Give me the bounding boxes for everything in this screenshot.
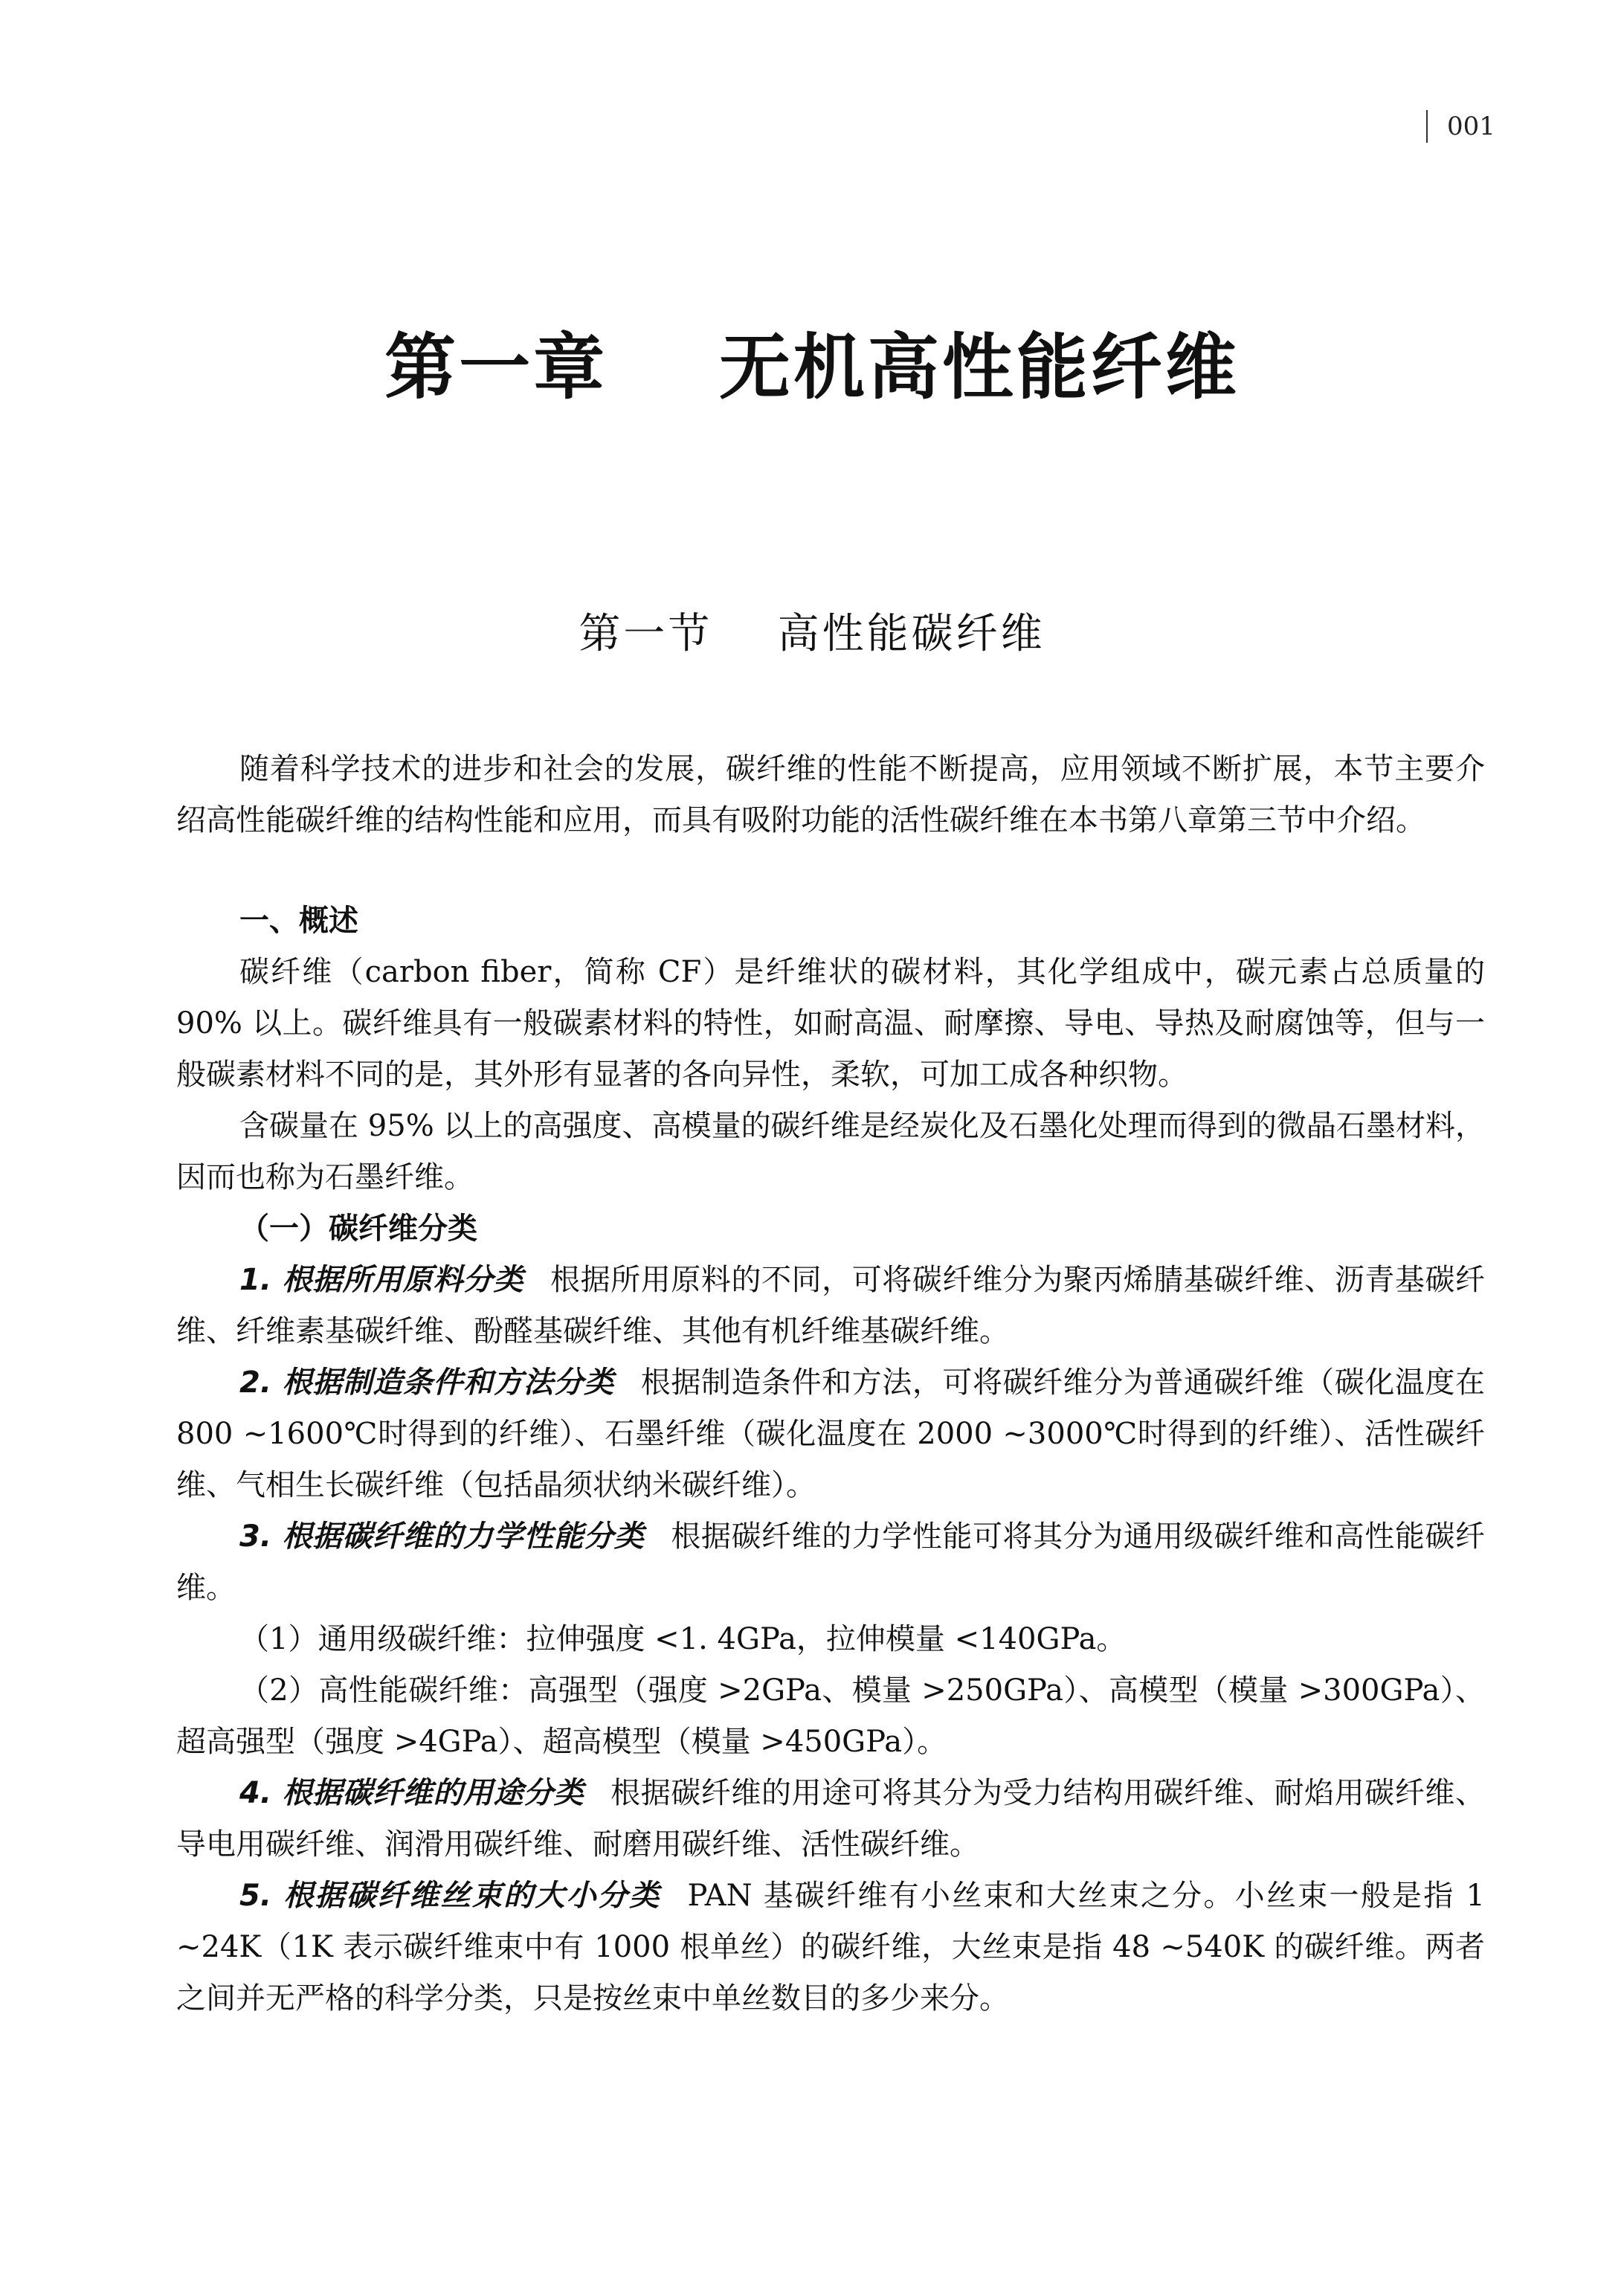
page-number: 001 bbox=[1426, 110, 1495, 143]
item-lead: 4. 根据碳纤维的用途分类 bbox=[239, 1776, 584, 1810]
overview-heading: 一、概述 bbox=[239, 904, 358, 938]
item-lead: 3. 根据碳纤维的力学性能分类 bbox=[239, 1519, 645, 1554]
chapter-title: 第一章 无机高性能纤维 bbox=[384, 326, 1240, 409]
item-text: PAN 基碳纤维有小丝束和大丝束之分。小丝束一般是指 1 ~24K（1K 表示碳纤维束中有 1000 根单丝）的碳纤维，大丝束是指 48 ~540K 的碳纤维。两者之间并无严格的科学分类，只是按丝束中单丝数目的多少来分。 bbox=[176, 1879, 1485, 2016]
classification-item-5 bbox=[176, 1870, 1485, 2024]
item-text: 根据碳纤维的力学性能可将其分为通用级碳纤维和高性能碳纤维。 bbox=[176, 1519, 1486, 1605]
item-lead: 5. 根据碳纤维丝束的大小分类 bbox=[239, 1879, 661, 1913]
item-text: 根据制造条件和方法，可将碳纤维分为普通碳纤维（碳化温度在 800 ~1600℃时得到的纤维）、石墨纤维（碳化温度在 2000 ~3000℃时得到的纤维）、活性碳纤维、气相生长碳纤维（包括晶须状纳米碳纤维）。 bbox=[176, 1365, 1486, 1502]
classification-item-1 bbox=[176, 1255, 1485, 1357]
overview-paragraph-1: 碳纤维（carbon fiber，简称 CF）是纤维状的碳材料，其化学组成中，碳元素占总质量的 90% 以上。碳纤维具有一般碳素材料的特性，如耐高温、耐摩擦、导电、导热及耐腐蚀等，但与一般碳素材料不同的是，其外形有显著的各向异性，柔软，可加工成各种织物。 bbox=[176, 955, 1485, 1092]
intro-paragraph: 随着科学技术的进步和社会的发展，碳纤维的性能不断提高，应用领域不断扩展，本节主要介绍高性能碳纤维的结构性能和应用，而具有吸附功能的活性碳纤维在本书第八章第三节中介绍。 bbox=[176, 752, 1485, 837]
classification-heading: （一）碳纤维分类 bbox=[239, 1212, 477, 1246]
overview-paragraph-2: 含碳量在 95% 以上的高强度、高模量的碳纤维是经炭化及石墨化处理而得到的微晶石墨材料，因而也称为石墨纤维。 bbox=[176, 1109, 1485, 1194]
item-lead: 1. 根据所用原料分类 bbox=[239, 1263, 524, 1297]
body-text bbox=[176, 744, 1485, 2024]
sub-item-2: （2）高性能碳纤维：高强型（强度 >2GPa、模量 >250GPa）、高模型（模量 >300GPa）、超高强型（强度 >4GPa）、超高模型（模量 >450GPa）。 bbox=[176, 1673, 1485, 1759]
item-text: 根据所用原料的不同，可将碳纤维分为聚丙烯腈基碳纤维、沥青基碳纤维、纤维素基碳纤维、酚醛基碳纤维、其他有机纤维基碳纤维。 bbox=[176, 1263, 1486, 1348]
classification-item-2 bbox=[176, 1357, 1485, 1511]
section-title: 第一节 高性能碳纤维 bbox=[579, 610, 1045, 658]
classification-item-3 bbox=[176, 1511, 1485, 1614]
item-lead: 2. 根据制造条件和方法分类 bbox=[239, 1365, 614, 1400]
item-text: 根据碳纤维的用途可将其分为受力结构用碳纤维、耐焰用碳纤维、导电用碳纤维、润滑用碳纤维、耐磨用碳纤维、活性碳纤维。 bbox=[176, 1776, 1485, 1862]
classification-item-4 bbox=[176, 1768, 1485, 1870]
sub-item-1: （1）通用级碳纤维：拉伸强度 <1. 4GPa，拉伸模量 <140GPa。 bbox=[239, 1622, 1127, 1656]
